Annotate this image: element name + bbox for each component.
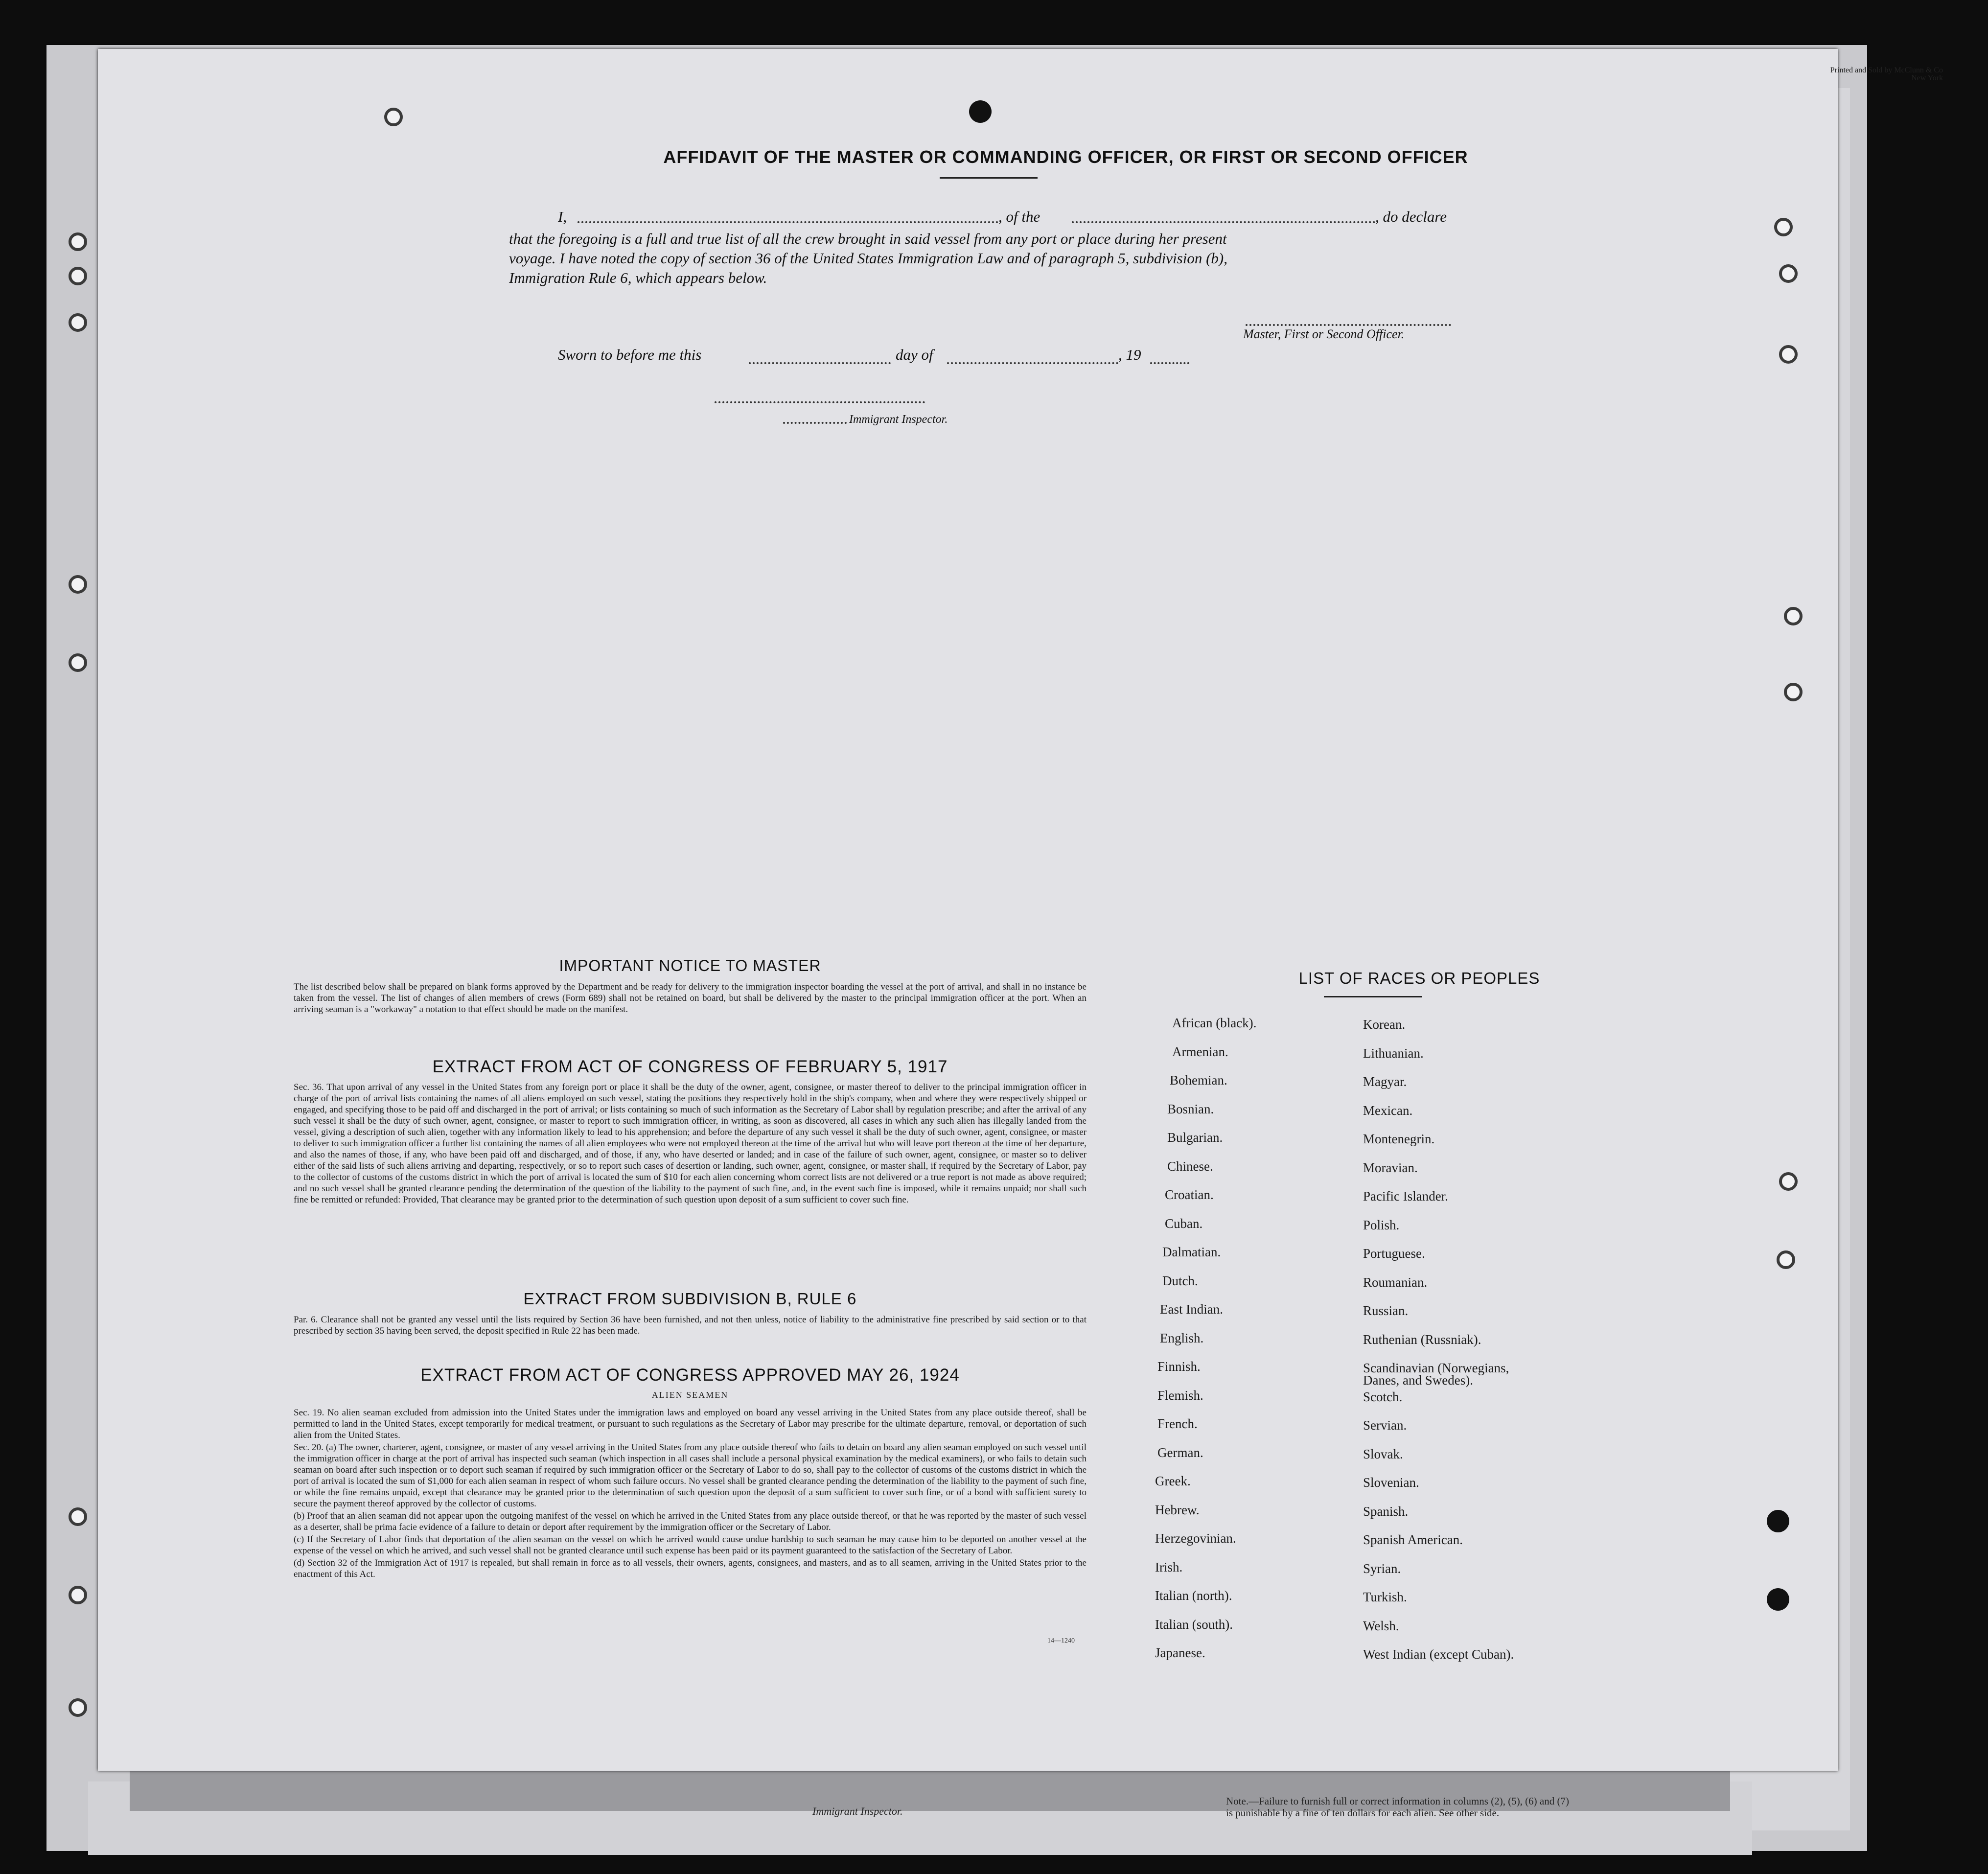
sec20d-paragraph: (d) Section 32 of the Immigration Act of 1917 is repealed, but shall remain in force as to all vessels, their owners, agents, consignees, and masters, and as to all seamen, arriving in the United States prior to the enactment of this Act. (294, 1558, 1086, 1579)
sec19-paragraph: Sec. 19. No alien seaman excluded from admission into the United States under the immigration laws and employed on board any vessel arriving in the United States from any place outside thereof, shall be permitted to land in the United States, except temporarily for medical treatment, or pursuant to such regulations as the Secretary of Labor may prescribe for the ultimate departure, removal, or deportation of such alien from the United States. (294, 1408, 1086, 1440)
affidavit-line3: voyage. I have noted the copy of section 36 of the United States Immigration Law and of paragraph 5, subdivision (b), (509, 250, 1227, 267)
race-scandinavian-continued: Danes, and Swedes). (1363, 1373, 1473, 1388)
binder-hole-icon (384, 108, 403, 126)
race-item: Herzegovinian. (1155, 1531, 1236, 1546)
signature-field[interactable] (1246, 324, 1451, 326)
extract-rule6-title: EXTRACT FROM SUBDIVISION B, RULE 6 (523, 1290, 857, 1308)
day-of-text: day of (896, 346, 933, 363)
vessel-name-field[interactable] (1072, 221, 1375, 223)
affidavit-declare: , do declare (1375, 208, 1447, 225)
race-item: Hebrew. (1155, 1502, 1200, 1517)
extract-rule6-text: Par. 6. Clearance shall not be granted any vessel until the lists required by Section 36 have been furnished, and not then unless, notice of liability to the administrative fine prescribed by said section or to that prescribed by section 35 having been served, the deposit specified in Rule 22 has been made. (294, 1315, 1086, 1336)
race-item: Italian (north). (1155, 1588, 1232, 1603)
race-item: French. (1157, 1416, 1198, 1431)
race-item: Irish. (1155, 1559, 1183, 1574)
binder-hole-icon (1779, 1172, 1798, 1191)
race-item: Finnish. (1157, 1359, 1201, 1374)
race-item: Slovak. (1363, 1446, 1403, 1461)
race-item: Spanish American. (1363, 1532, 1463, 1547)
affidavit-line4: Immigration Rule 6, which appears below. (509, 269, 767, 286)
race-item: Lithuanian. (1363, 1045, 1424, 1061)
race-item: Flemish. (1157, 1388, 1203, 1403)
extract-1917-text: Sec. 36. That upon arrival of any vessel in the United States from any foreign port or place it shall be the duty of the owner, agent, consignee, or master thereof to deliver to the principal immigration officer in charge of the port of arrival lists containing the names of all aliens employed on such vessel, stating the positions they respectively hold in the ship's company, when and where they were respectively shipped or engaged, and specifying those to be paid off and discharged in the port of arrival; or lists containing so much of such information as the Secretary of Labor shall by regulation prescribe; and after the arrival of any such vessel it shall be the duty of such owner, agent, consignee, or master to report to such immigration officer, in writing, as soon as discovered, all cases in which any such alien has illegally landed from the vessel, giving a description of such alien, together with any information likely to lead to his apprehension; and before the departure of any such vessel it shall be the duty of such owner, agent, consignee, or master to deliver to such immigration officer a further list containing the names of all alien employees who were not employed thereon at the time of the arrival but who will leave port thereon at the time of her departure, and also the names of those, if any, who have been paid off and discharged, and of those, if any, who have deserted or landed; and in case of the failure of such owner, agent, consignee, or master so to deliver either of the said lists of such aliens arriving and departing, respectively, or so to report such cases of desertion or landing, such owner, agent, consignee, or master shall, if required by the Secretary of Labor, pay to the collector of customs of the customs district in which the port of arrival is located the sum of $10 for each alien concerning whom correct lists are not delivered or a true report is not made as above required; and no such vessel shall be granted clearance pending the determination of the question of the liability to the payment of such fine, and, in the event such fine is imposed, while it remains unpaid; nor shall such fine be remitted or refunded: Provided, That clearance may be granted prior to the determination of such question upon deposit of a sum sufficient to cover such fine. (294, 1082, 1086, 1205)
race-item: African (black). (1172, 1016, 1257, 1030)
inspector-label: Immigrant Inspector. (849, 413, 948, 426)
affidavit-line2: that the foregoing is a full and true list of all the crew brought in said vessel from any port or place during her present (509, 230, 1227, 247)
race-item: Turkish. (1363, 1590, 1407, 1604)
race-item: Scandinavian (Norwegians, (1363, 1361, 1509, 1375)
affidavit-title: AFFIDAVIT OF THE MASTER OR COMMANDING OFFICER, OR FIRST OR SECOND OFFICER (663, 147, 1468, 167)
sec20c-paragraph: (c) If the Secretary of Labor finds that deportation of the alien seaman on the vessel on which he arrived would cause undue hardship to such seaman he may cause him to be deported on another vessel at the expense of the vessel on which he arrived, and such vessel shall not be granted clearance until such expense has been paid or its payment guaranteed to the satisfaction of the Secretary of Labor. (294, 1534, 1086, 1556)
extract-1924-subtitle: ALIEN SEAMEN (651, 1390, 729, 1400)
race-item: Russian. (1363, 1303, 1409, 1318)
race-item: Syrian. (1363, 1561, 1401, 1576)
race-item: Dutch. (1162, 1273, 1198, 1288)
race-item: Croatian. (1165, 1187, 1214, 1202)
race-item: Scotch. (1363, 1389, 1403, 1404)
race-item: Chinese. (1167, 1158, 1213, 1174)
race-item: East Indian. (1160, 1302, 1223, 1317)
binder-hole-icon (1784, 607, 1803, 625)
race-item: Slovenian. (1363, 1475, 1419, 1490)
race-item: Moravian. (1363, 1160, 1418, 1175)
extract-1917-title: EXTRACT FROM ACT OF CONGRESS OF FEBRUARY 5, 1917 (432, 1057, 948, 1076)
race-item: Roumanian. (1363, 1274, 1428, 1290)
title-rule (940, 177, 1038, 179)
race-item: Bulgarian. (1167, 1130, 1223, 1145)
binder-hole-icon (1779, 264, 1798, 283)
race-item: Italian (south). (1155, 1617, 1233, 1632)
race-item: Mexican. (1363, 1103, 1413, 1118)
race-item: Greek. (1155, 1474, 1191, 1488)
year-text: , 19 (1118, 346, 1141, 363)
race-item: Dalmatian. (1162, 1245, 1221, 1259)
race-item: Welsh. (1363, 1618, 1399, 1633)
race-item: Bohemian. (1170, 1073, 1227, 1087)
binder-hole-icon (69, 1507, 87, 1526)
race-item: Armenian. (1172, 1044, 1228, 1059)
race-item: Servian. (1363, 1418, 1407, 1433)
affidavit-i: I, (558, 208, 567, 225)
extract-1924-title: EXTRACT FROM ACT OF CONGRESS APPROVED MAY 26, 1924 (420, 1365, 960, 1385)
binder-hole-icon (1779, 345, 1798, 364)
form-number: 14—1240 (1047, 1637, 1075, 1644)
binder-hole-icon (1784, 683, 1803, 701)
race-item: Polish. (1363, 1217, 1400, 1232)
binder-hole-icon (1774, 218, 1793, 236)
sworn-year-field[interactable] (1150, 362, 1189, 364)
printer-imprint: Printed and Sold by McClunn & Co New York (1830, 66, 1943, 82)
race-item: Magyar. (1363, 1074, 1407, 1089)
signature-label: Master, First or Second Officer. (1243, 327, 1405, 341)
races-rule (1324, 996, 1422, 997)
race-item: Spanish. (1363, 1504, 1409, 1519)
notice-title: IMPORTANT NOTICE TO MASTER (559, 957, 821, 974)
binder-hole-icon (1777, 1250, 1795, 1269)
race-item: Montenegrin. (1363, 1132, 1435, 1146)
race-item: Bosnian. (1167, 1101, 1214, 1116)
binder-hole-icon (69, 313, 87, 332)
binder-hole-icon (69, 232, 87, 251)
binder-hole-icon (69, 1698, 87, 1717)
punch-hole-icon (1767, 1510, 1789, 1532)
race-item: German. (1157, 1445, 1203, 1460)
binder-hole-icon (69, 267, 87, 285)
sec20a-paragraph: Sec. 20. (a) The owner, charterer, agent, consignee, or master of any vessel arriving in the United States from any place outside thereof who fails to detain on board any alien seaman employed on such vessel until the immigration officer in charge at the port of arrival has inspected such seaman (which inspection in all cases shall include a personal physical examination by the medical examiners), or who fails to detain such seaman on board after such inspection or to deport such seaman if required by such immigration officer or the Secretary of Labor to do so, shall pay to the collector of customs of the customs district in which the port of arrival is located the sum of $1,000 for each alien seaman in respect of whom such failure occurs. No vessel shall be granted clearance pending the determination of the liability to the payment of such fine, or while the fine remains unpaid, except that clearance may be granted prior to the determination of such question upon the deposit of a sum sufficient to cover such fine, or of a bond with sufficient surety to secure the payment thereof approved by the collector of customs. (294, 1442, 1086, 1509)
race-item: Pacific Islander. (1363, 1189, 1448, 1203)
race-item: English. (1160, 1330, 1204, 1345)
punch-hole-icon (1767, 1588, 1789, 1611)
race-item: West Indian (except Cuban). (1363, 1647, 1514, 1662)
races-title: LIST OF RACES OR PEOPLES (1298, 969, 1540, 987)
race-item: Japanese. (1155, 1645, 1205, 1660)
sec20b-paragraph: (b) Proof that an alien seaman did not appear upon the outgoing manifest of the vessel on which he arrived in the United States from any place outside thereof, or that he was reported by the master of such vessel as a deserter, shall be prima facie evidence of a failure to detain or deport after requirement by the immigration officer or the Secretary of Labor. (294, 1511, 1086, 1532)
extract-1924-text (294, 1407, 1086, 1581)
race-item: Ruthenian (Russniak). (1363, 1332, 1481, 1347)
inspector-signature-field[interactable] (715, 401, 925, 403)
binder-hole-icon (69, 1586, 87, 1604)
sworn-day-field[interactable] (749, 362, 891, 364)
document-page (98, 49, 1943, 1771)
punch-hole-icon (969, 100, 992, 123)
race-item: Portuguese. (1363, 1246, 1425, 1261)
sworn-text: Sworn to before me this (558, 346, 702, 363)
binder-hole-icon (69, 653, 87, 672)
binder-hole-icon (69, 575, 87, 594)
inspector-lead-dots (783, 422, 847, 424)
footer-note: Note.—Failure to furnish full or correct information in columns (2), (5), (6) and (7) is punishable by a fine of ten dollars for each alien. See other side. (1226, 1795, 1569, 1819)
notice-text: The list described below shall be prepared on blank forms approved by the Department and be ready for delivery to the immigration inspector boarding the vessel at the port of arrival, and shall in no instance be taken from the vessel. The list of changes of alien members of crews (Form 689) shall not be retained on board, but shall be delivered by the master to the principal immigration officer at the port. When an arriving seaman is a "workaway" a notation to that effect should be made on the manifest. (294, 982, 1086, 1015)
sworn-month-field[interactable] (947, 362, 1118, 364)
race-item: Korean. (1363, 1017, 1406, 1032)
master-name-field[interactable] (578, 221, 998, 223)
affidavit-of-the: , of the (998, 208, 1040, 225)
race-item: Cuban. (1165, 1216, 1203, 1231)
footer-inspector-label: Immigrant Inspector. (812, 1805, 903, 1817)
